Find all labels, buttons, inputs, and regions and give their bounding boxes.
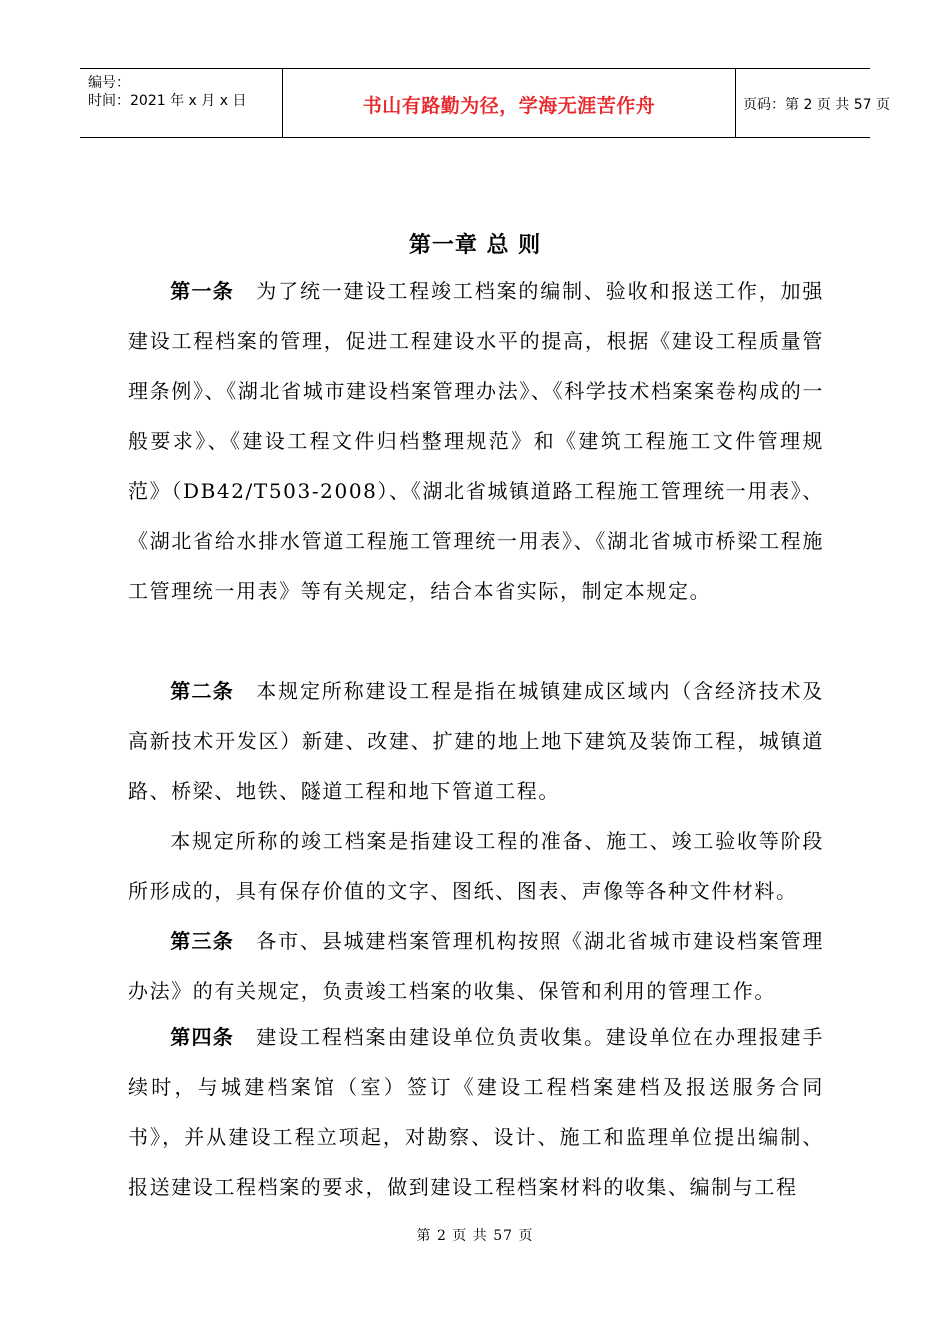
chapter-title: 第一章 总 则 — [408, 232, 542, 258]
header-page-cell — [735, 69, 890, 137]
article-2-paragraph-2-text: 本规定所称的竣工档案是指建设工程的准备、施工、竣工验收等阶段所形成的，具有保存价值的文字、图纸、图表、声像等各种文件材料。 — [128, 829, 824, 903]
article-4-text: 建设工程档案由建设单位负责收集。建设单位在办理报建手续时，与城建档案馆（室）签订《建设工程档案建档及报送服务合同书》，并从建设工程立项起，对勘察、设计、施工和监理单位提出编制、报送建设工程档案的要求，做到建设工程档案材料的收集、编制与工程 — [128, 1025, 825, 1199]
article-3-text: 各市、县城建档案管理机构按照《湖北省城市建设档案管理办法》的有关规定，负责竣工档案的收集、保管和利用的管理工作。 — [128, 929, 825, 1003]
header-meta-cell — [80, 69, 282, 137]
page-footer: 第 2 页 共 57 页 — [416, 1228, 534, 1244]
document-number-label: 编号： — [88, 75, 130, 91]
article-2 — [128, 666, 824, 816]
document-time: 时间：2021 年 x 月 x 日 — [88, 93, 247, 109]
article-3-label: 第三条 — [170, 929, 234, 953]
article-1-text: 为了统一建设工程竣工档案的编制、验收和报送工作，加强建设工程档案的管理，促进工程建设水平的提高，根据《建设工程质量管理条例》、《湖北省城市建设档案管理办法》、《科学技术档案案卷构成的一般要求》、《建设工程文件归档整理规范》和《建筑工程施工文件管理规范》（DB42/T503-2008）、《湖北省城镇道路工程施工管理统一用表》、《湖北省给水排水管道工程施工管理统一用表》、《湖北省城市桥梁工程施工管理统一用表》等有关规定，结合本省实际，制定本规定。 — [128, 279, 825, 603]
page-info: 页码：第 2 页 共 57 页 — [743, 97, 890, 113]
article-2-paragraph-2 — [128, 816, 824, 916]
header-motto-cell — [282, 69, 736, 137]
article-1 — [128, 266, 824, 616]
article-1-label: 第一条 — [170, 279, 234, 303]
article-4 — [128, 1012, 824, 1212]
motto-text: 书山有路勤为径，学海无涯苦作舟 — [362, 95, 656, 117]
article-3 — [128, 916, 824, 1016]
document-header — [80, 68, 890, 138]
article-2-text: 本规定所称建设工程是指在城镇建成区域内（含经济技术及高新技术开发区）新建、改建、扩建的地上地下建筑及装饰工程，城镇道路、桥梁、地铁、隧道工程和地下管道工程。 — [128, 679, 825, 803]
article-4-label: 第四条 — [170, 1025, 234, 1049]
article-2-label: 第二条 — [170, 679, 234, 703]
